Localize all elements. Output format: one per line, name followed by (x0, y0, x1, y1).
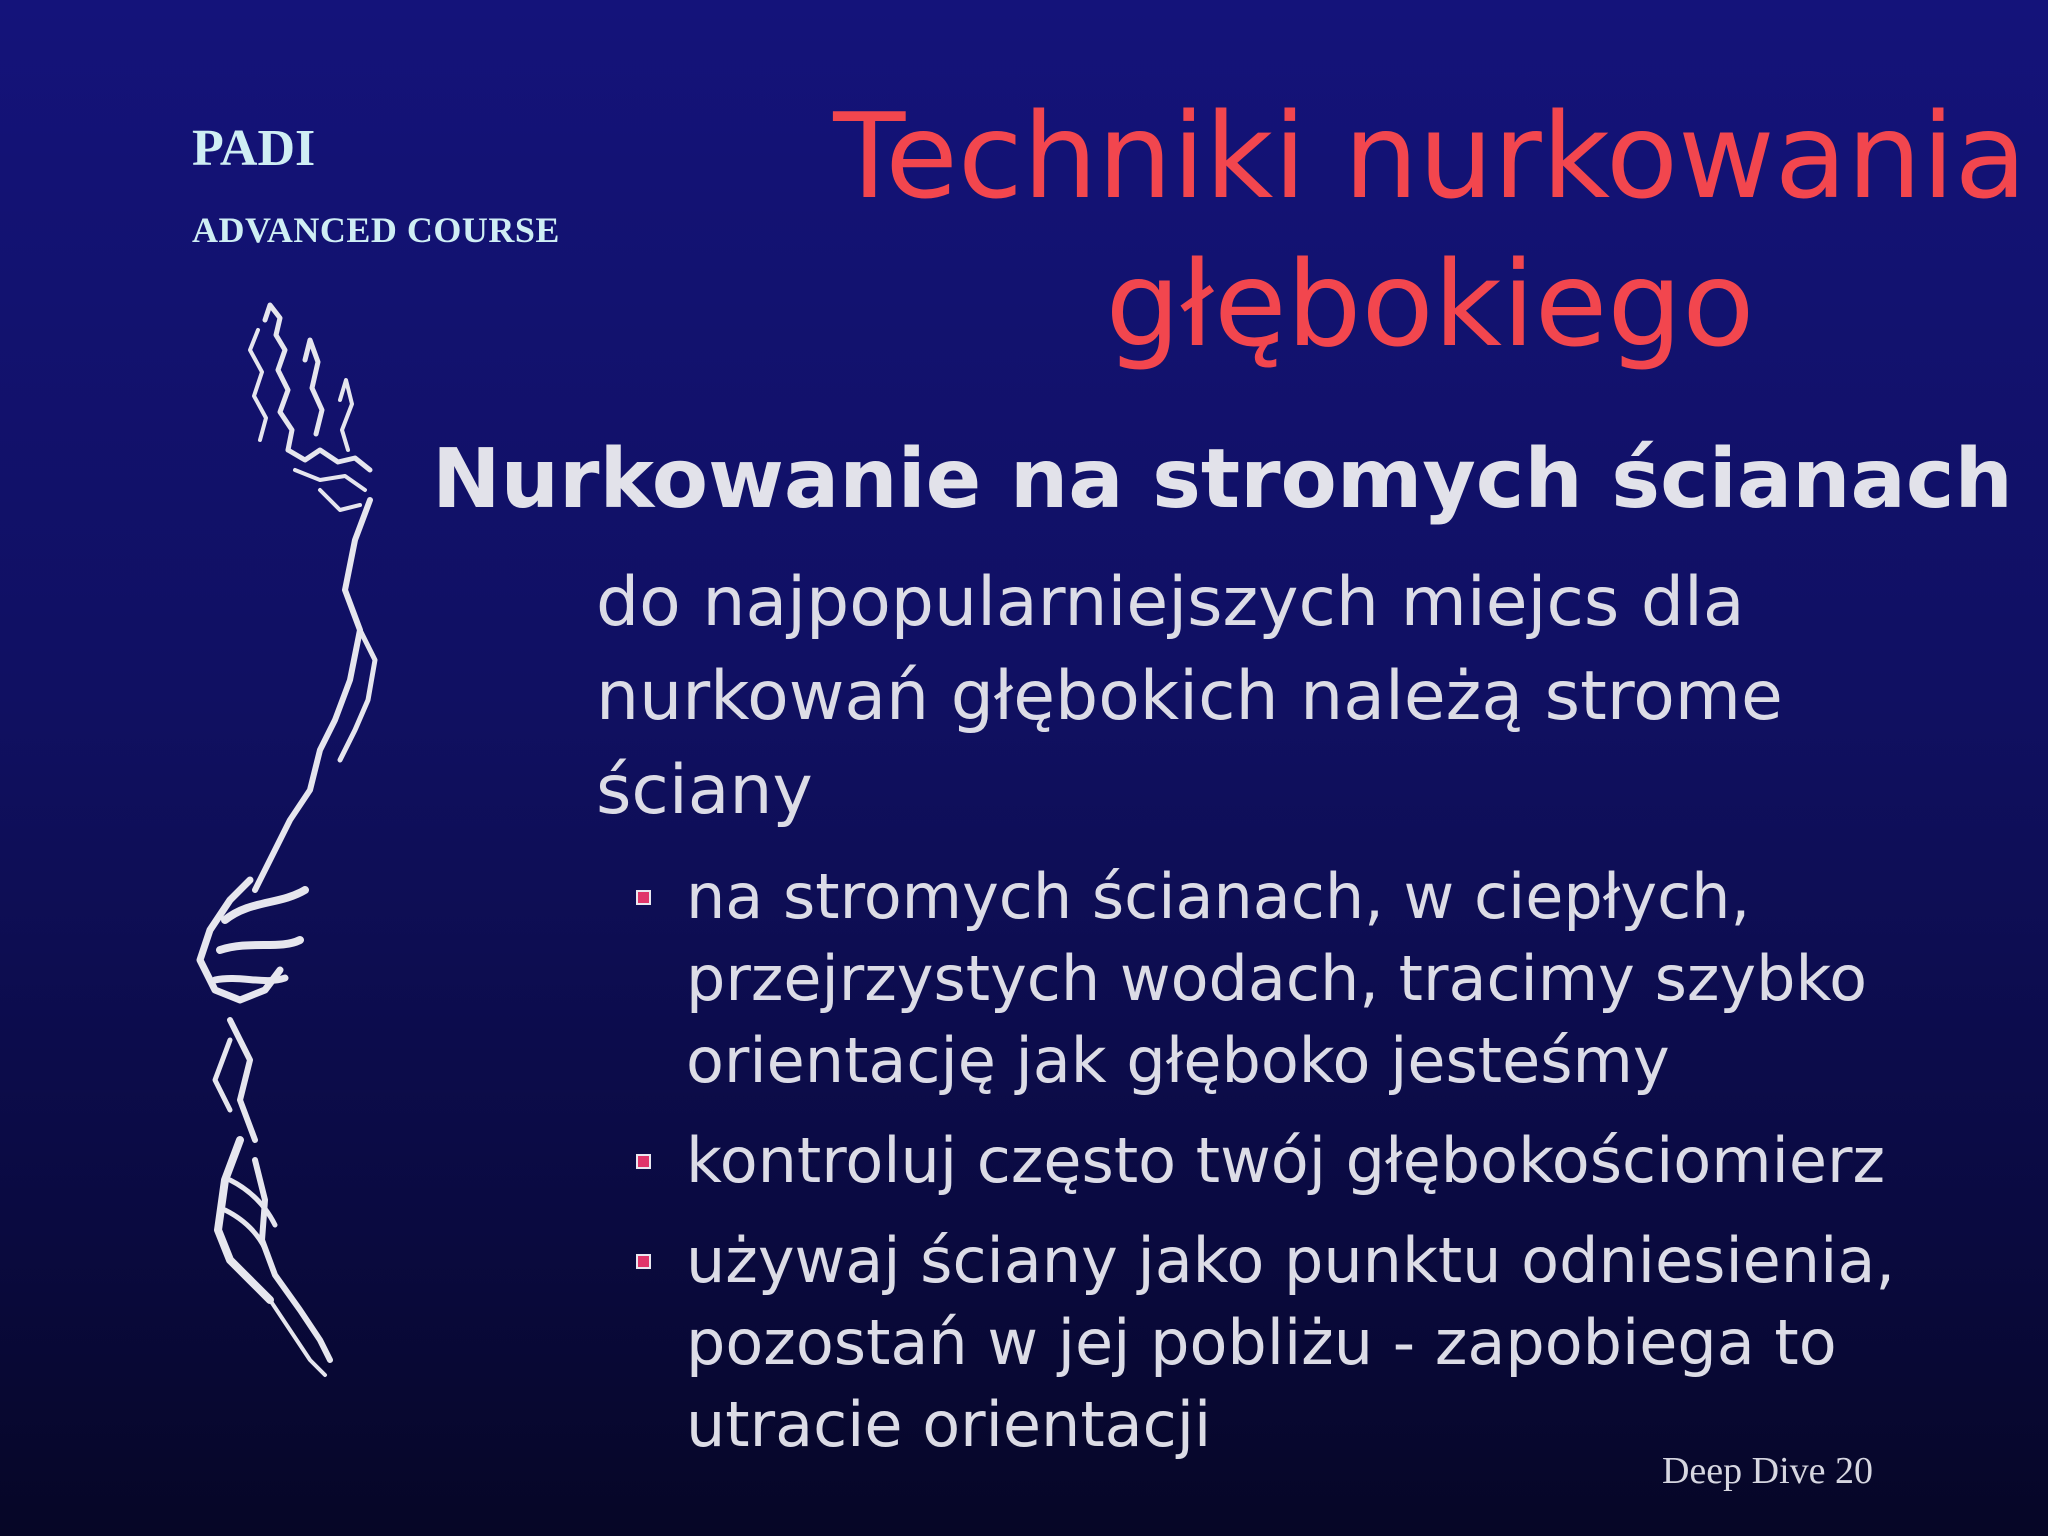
bullet-item (636, 1220, 1976, 1466)
brand-block (192, 118, 560, 252)
reef-wall-diver-illustration (170, 300, 440, 1380)
brand-name: PADI (192, 120, 316, 177)
brand-subtitle: ADVANCED COURSE (192, 210, 560, 250)
slide-title-line2: głębokiego (1105, 235, 1755, 373)
bullet-text: używaj ściany jako punktu odniesienia, pozostań w jej pobliżu - zapobiega to utracie orientacji (686, 1224, 1896, 1461)
bullet-text: kontroluj często twój głębokościomierz (686, 1124, 1886, 1197)
bullet-text: na stromych ścianach, w ciepłych, przejrzystych wodach, tracimy szybko orientację jak głęboko jesteśmy (686, 860, 1868, 1097)
section-heading: Nurkowanie na stromych ścianach (432, 432, 2013, 527)
square-bullet-icon (636, 1254, 651, 1269)
intro-paragraph: do najpopularniejszych miejcs dla nurkowań głębokich należą strome ściany (596, 563, 1783, 830)
bullet-item (636, 1120, 1976, 1202)
slide-title-line1: Techniki nurkowania (833, 87, 2027, 225)
square-bullet-icon (636, 890, 651, 905)
bullet-item (636, 856, 1976, 1102)
bullet-list (636, 856, 1976, 1484)
square-bullet-icon (636, 1154, 651, 1169)
slide-footer: Deep Dive 20 (1661, 1450, 1873, 1492)
slide-title (820, 82, 2040, 378)
